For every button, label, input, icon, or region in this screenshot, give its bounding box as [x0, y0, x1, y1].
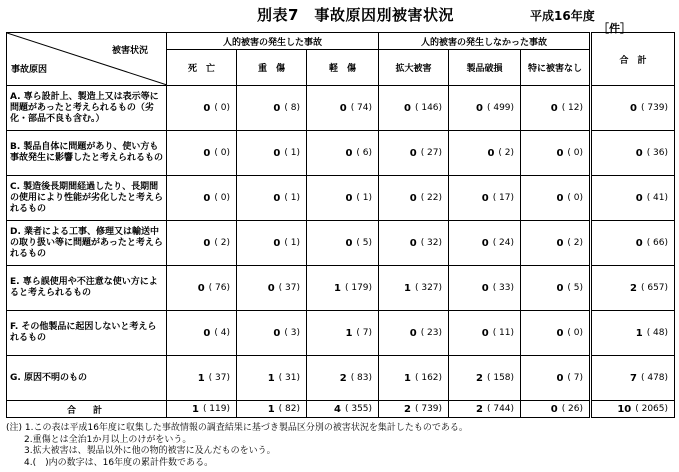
- count-value: 0: [345, 237, 353, 249]
- row-label: A. 専ら設計上、製造上又は表示等に問題があったと考えられるもの（劣化・部品不良も含む。）: [7, 86, 167, 131]
- count-value: 2: [404, 403, 411, 415]
- cumulative-value: ( 2): [567, 238, 584, 248]
- data-cell: [449, 176, 521, 221]
- cumulative-value: ( 33): [492, 283, 515, 293]
- data-cell: [237, 176, 307, 221]
- count-value: 1: [404, 372, 411, 384]
- notes: [6, 423, 468, 469]
- page-title: 別表7 事故原因別被害状況: [257, 6, 454, 24]
- cumulative-value: ( 7): [356, 328, 373, 338]
- count-value: 0: [273, 147, 281, 159]
- corner-header-cell: [7, 33, 167, 86]
- total-cell: [379, 401, 449, 418]
- data-cell: [167, 221, 237, 266]
- count-value: 2: [476, 403, 483, 415]
- data-cell: [307, 311, 379, 356]
- data-cell: [521, 266, 591, 311]
- cumulative-value: ( 36): [646, 148, 669, 158]
- row-total-cell: [591, 131, 675, 176]
- cumulative-value: ( 327): [414, 283, 443, 293]
- cumulative-value: ( 23): [420, 328, 443, 338]
- note-4: 4.( )内の数字は、16年度の累計件数である。: [24, 457, 214, 468]
- data-cell: [167, 131, 237, 176]
- total-cell: [521, 401, 591, 418]
- cumulative-value: ( 17): [492, 193, 515, 203]
- count-value: 0: [197, 282, 205, 294]
- count-value: 0: [273, 102, 281, 114]
- cumulative-value: ( 744): [486, 404, 515, 414]
- data-cell: [379, 266, 449, 311]
- cumulative-value: ( 158): [486, 373, 515, 383]
- count-value: 4: [334, 403, 341, 415]
- row-total-cell: [591, 86, 675, 131]
- count-value: 0: [409, 192, 417, 204]
- cumulative-value: ( 41): [646, 193, 669, 203]
- cumulative-value: ( 2065): [635, 404, 669, 414]
- cumulative-value: ( 0): [214, 103, 230, 113]
- cumulative-value: ( 7): [567, 373, 584, 383]
- count-value: 0: [409, 237, 417, 249]
- col-header-death: 死 亡: [167, 50, 237, 86]
- count-value: 0: [409, 147, 417, 159]
- cumulative-value: ( 6): [356, 148, 373, 158]
- count-value: 0: [635, 192, 643, 204]
- count-value: 1: [635, 327, 643, 339]
- count-value: 0: [556, 237, 564, 249]
- group-header-human: 人的被害の発生した事故: [167, 33, 379, 50]
- count-value: 0: [556, 192, 564, 204]
- cumulative-value: ( 0): [567, 328, 584, 338]
- data-cell: [167, 356, 237, 401]
- cumulative-value: ( 22): [420, 193, 443, 203]
- group-header-nonhuman: 人的被害の発生しなかった事故: [379, 33, 591, 50]
- cumulative-value: ( 12): [561, 103, 584, 113]
- count-value: 2: [339, 372, 347, 384]
- count-value: 0: [404, 102, 411, 114]
- data-cell: [167, 266, 237, 311]
- data-cell: [379, 311, 449, 356]
- cumulative-value: ( 5): [356, 238, 373, 248]
- count-value: 0: [481, 327, 489, 339]
- cumulative-value: ( 37): [278, 283, 300, 293]
- corner-label-cause: 事故原因: [11, 65, 48, 75]
- cumulative-value: ( 66): [646, 238, 669, 248]
- data-cell: [379, 131, 449, 176]
- count-value: 0: [556, 372, 564, 384]
- count-value: 1: [345, 327, 353, 339]
- row-total-cell: [591, 221, 675, 266]
- count-value: 1: [267, 403, 275, 415]
- data-cell: [521, 131, 591, 176]
- total-cell: [449, 401, 521, 418]
- count-value: 0: [635, 147, 643, 159]
- total-row: [7, 401, 675, 418]
- data-cell: [167, 86, 237, 131]
- data-cell: [307, 86, 379, 131]
- data-cell: [521, 221, 591, 266]
- cumulative-value: ( 657): [640, 283, 669, 293]
- row-total-cell: [591, 176, 675, 221]
- count-value: 0: [481, 282, 489, 294]
- count-value: 0: [556, 147, 564, 159]
- cumulative-value: ( 2): [498, 148, 515, 158]
- count-value: 0: [635, 237, 643, 249]
- col-header-serious: 重 傷: [237, 50, 307, 86]
- grand-total-cell: [591, 401, 675, 418]
- count-value: 0: [345, 192, 353, 204]
- count-value: 0: [550, 403, 558, 415]
- note-2: 2.重傷とは全治1か月以上のけがをいう。: [24, 434, 192, 445]
- count-value: 0: [203, 147, 211, 159]
- note-3: 3.拡大被害は、製品以外に他の物的被害に及んだものをいう。: [24, 446, 276, 456]
- count-value: 0: [273, 192, 281, 204]
- unit-label: ［件］: [598, 22, 631, 35]
- count-value: 0: [203, 102, 211, 114]
- table-row: [7, 131, 675, 176]
- table-row: [7, 176, 675, 221]
- cumulative-value: ( 0): [567, 148, 584, 158]
- data-cell: [521, 176, 591, 221]
- data-cell: [449, 356, 521, 401]
- row-total-cell: [591, 356, 675, 401]
- cumulative-value: ( 82): [278, 404, 300, 414]
- table-row: [7, 311, 675, 356]
- data-cell: [307, 176, 379, 221]
- data-cell: [521, 311, 591, 356]
- fiscal-year: 平成16年度: [530, 9, 595, 23]
- cumulative-value: ( 0): [567, 193, 584, 203]
- cumulative-value: ( 0): [214, 193, 230, 203]
- cumulative-value: ( 739): [414, 404, 443, 414]
- count-value: 0: [481, 237, 489, 249]
- count-value: 1: [334, 282, 341, 294]
- cumulative-value: ( 83): [350, 373, 373, 383]
- row-label: E. 専ら誤使用や不注意な使い方によると考えられるもの: [7, 266, 167, 311]
- table-row: [7, 86, 675, 131]
- cumulative-value: ( 1): [284, 148, 300, 158]
- cumulative-value: ( 76): [208, 283, 230, 293]
- note-1: (注) 1.この表は平成16年度に収集した事故情報の調査結果に基づき製品区分別の被害状況を集計したものである。: [6, 423, 468, 433]
- table-row: [7, 266, 675, 311]
- total-cell: [237, 401, 307, 418]
- count-value: 0: [203, 327, 211, 339]
- count-value: 0: [556, 327, 564, 339]
- count-value: 0: [476, 102, 483, 114]
- data-cell: [167, 311, 237, 356]
- cumulative-value: ( 26): [561, 404, 584, 414]
- cumulative-value: ( 11): [492, 328, 515, 338]
- row-label: F. その他製品に起因しないと考えられるもの: [7, 311, 167, 356]
- row-label: D. 業者による工事、修理又は輸送中の取り扱い等に問題があったと考えられるもの: [7, 221, 167, 266]
- cumulative-value: ( 74): [350, 103, 373, 113]
- cumulative-value: ( 739): [640, 103, 669, 113]
- data-cell: [449, 266, 521, 311]
- row-total-cell: [591, 266, 675, 311]
- cumulative-value: ( 37): [208, 373, 230, 383]
- data-cell: [237, 356, 307, 401]
- total-cell: [307, 401, 379, 418]
- col-header-product-damage: 製品破損: [449, 50, 521, 86]
- damage-table: [6, 32, 675, 418]
- count-value: 0: [487, 147, 495, 159]
- data-cell: [379, 221, 449, 266]
- cumulative-value: ( 5): [567, 283, 584, 293]
- data-cell: [307, 131, 379, 176]
- count-value: 0: [339, 102, 347, 114]
- cumulative-value: ( 48): [646, 328, 669, 338]
- cumulative-value: ( 0): [214, 148, 230, 158]
- table-row: [7, 221, 675, 266]
- count-value: 1: [267, 372, 275, 384]
- count-value: 2: [630, 282, 637, 294]
- data-cell: [237, 221, 307, 266]
- total-cell: [167, 401, 237, 418]
- table-row: [7, 356, 675, 401]
- col-header-minor: 軽 傷: [307, 50, 379, 86]
- cumulative-value: ( 32): [420, 238, 443, 248]
- cumulative-value: ( 2): [214, 238, 230, 248]
- count-value: 2: [476, 372, 483, 384]
- count-value: 0: [345, 147, 353, 159]
- cumulative-value: ( 119): [202, 404, 230, 414]
- data-cell: [449, 221, 521, 266]
- row-label: G. 原因不明のもの: [7, 356, 167, 401]
- data-cell: [449, 311, 521, 356]
- count-value: 0: [481, 192, 489, 204]
- count-value: 1: [197, 372, 205, 384]
- data-cell: [379, 86, 449, 131]
- cumulative-value: ( 8): [284, 103, 300, 113]
- count-value: 10: [617, 403, 632, 415]
- data-cell: [379, 356, 449, 401]
- data-cell: [449, 131, 521, 176]
- count-value: 1: [191, 403, 199, 415]
- row-label: B. 製品自体に問題があり、使い方も事故発生に影響したと考えられるもの: [7, 131, 167, 176]
- data-cell: [167, 176, 237, 221]
- count-value: 0: [556, 282, 564, 294]
- cumulative-value: ( 179): [344, 283, 373, 293]
- corner-diagonal: [7, 33, 167, 85]
- col-header-expanded: 拡大被害: [379, 50, 449, 86]
- data-cell: [237, 131, 307, 176]
- count-value: 0: [630, 102, 637, 114]
- corner-label-damage: 被害状況: [111, 46, 148, 56]
- cumulative-value: ( 31): [278, 373, 300, 383]
- cumulative-value: ( 355): [344, 404, 373, 414]
- cumulative-value: ( 24): [492, 238, 515, 248]
- count-value: 0: [550, 102, 558, 114]
- data-cell: [379, 176, 449, 221]
- cumulative-value: ( 27): [420, 148, 443, 158]
- cumulative-value: ( 499): [486, 103, 515, 113]
- data-cell: [237, 266, 307, 311]
- title-bar: [0, 3, 679, 25]
- data-cell: [237, 86, 307, 131]
- total-header: 合 計: [591, 33, 675, 86]
- data-cell: [237, 311, 307, 356]
- total-row-label: 合 計: [7, 401, 167, 418]
- cumulative-value: ( 1): [284, 193, 300, 203]
- row-label: C. 製造後長期間経過したり、長期間の使用により性能が劣化したと考えられるもの: [7, 176, 167, 221]
- count-value: 1: [404, 282, 411, 294]
- cumulative-value: ( 162): [414, 373, 443, 383]
- cumulative-value: ( 146): [414, 103, 443, 113]
- cumulative-value: ( 3): [284, 328, 300, 338]
- data-cell: [521, 356, 591, 401]
- count-value: 0: [409, 327, 417, 339]
- row-total-cell: [591, 311, 675, 356]
- col-header-no-damage: 特に被害なし: [521, 50, 591, 86]
- cumulative-value: ( 1): [356, 193, 373, 203]
- count-value: 0: [203, 192, 211, 204]
- cumulative-value: ( 4): [214, 328, 230, 338]
- count-value: 0: [203, 237, 211, 249]
- count-value: 0: [273, 327, 281, 339]
- data-cell: [307, 356, 379, 401]
- cumulative-value: ( 478): [640, 373, 669, 383]
- cumulative-value: ( 1): [284, 238, 300, 248]
- count-value: 0: [267, 282, 275, 294]
- count-value: 7: [630, 372, 637, 384]
- data-cell: [307, 266, 379, 311]
- count-value: 0: [273, 237, 281, 249]
- data-cell: [449, 86, 521, 131]
- data-cell: [307, 221, 379, 266]
- data-cell: [521, 86, 591, 131]
